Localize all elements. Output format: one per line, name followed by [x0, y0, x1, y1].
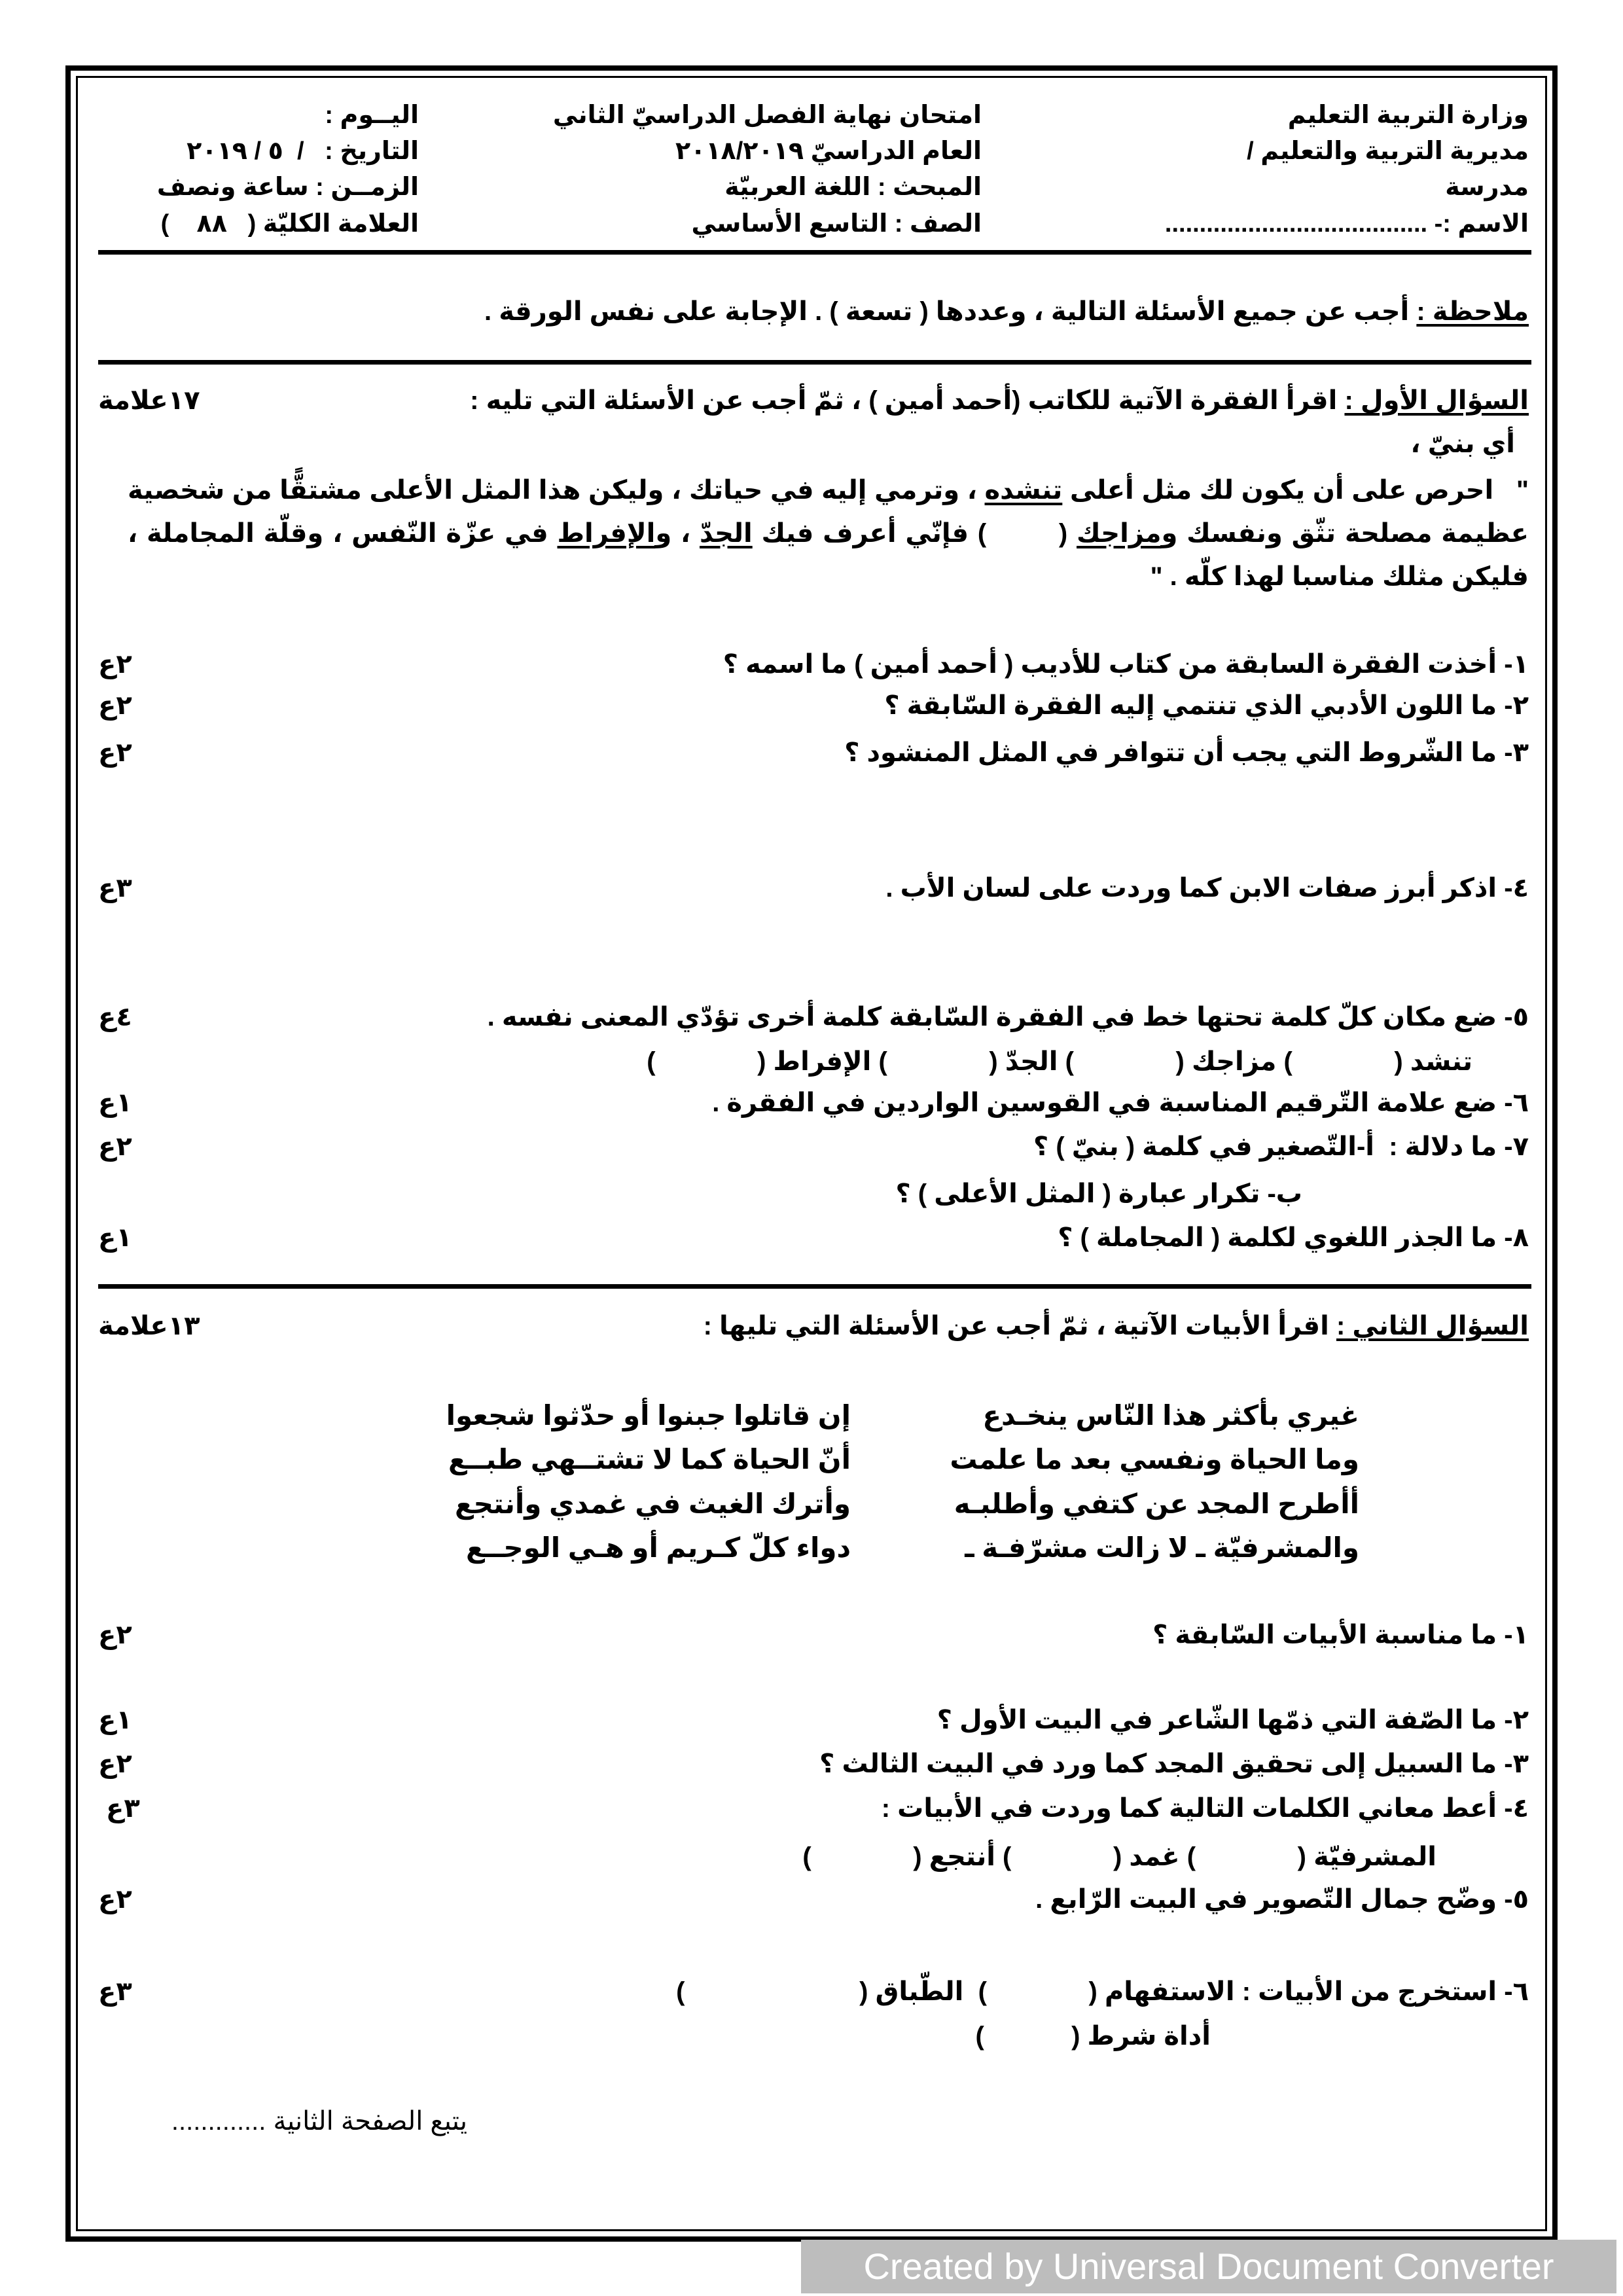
underlined-word: الإفراط — [557, 519, 656, 548]
note — [484, 295, 1529, 329]
student-name-field: الاسم :- ...................................... — [1164, 210, 1529, 238]
directorate: مديرية التربية والتعليم / — [1247, 137, 1529, 165]
q2-instruction: اقرأ الأبيات الآتية ، ثمّ أجب عن الأسئلة التي تليها : — [703, 1312, 1336, 1340]
academic-year: العام الدراسيّ ٢٠١٨/٢٠١٩ — [675, 137, 982, 165]
continue-next-page: يتبع الصفحة الثانية ............. — [171, 2107, 467, 2136]
question-mark: ١ع — [98, 1706, 132, 1734]
greeting: أي بنيّ ، — [1410, 429, 1515, 458]
q2-question-6: ٦- استخرج من الأبيات : الاستفهام ( ) الطّباق ( ) — [676, 1977, 1529, 2006]
question-mark: ٢ع — [98, 738, 132, 767]
passage-text: في عزّة النّفس ، وقلّة المجاملة ، فليكن — [128, 519, 1529, 591]
question-mark: ١ع — [98, 1223, 132, 1252]
q1-question-5: ٥- ضع مكان كلّ كلمة تحتها خط في الفقرة السّابقة كلمة أخرى تؤدّي المعنى نفسه . — [487, 1003, 1529, 1031]
question-mark: ٤ع — [98, 1003, 132, 1031]
watermark: Created by Universal Document Converter — [801, 2240, 1616, 2293]
poem-second-hemistich: أنّ الحياة كما لا تشتــهي طبــع — [448, 1444, 851, 1475]
q1-question-2: ٢- ما اللون الأدبي الذي تنتمي إليه الفقرة السّابقة ؟ — [884, 691, 1529, 720]
passage-text: ، وترمي إليه في حياتك ، وليكن هذا المثل الأعلى مشتقًّا من شخصية — [128, 476, 985, 505]
underlined-word: تنشده — [984, 476, 1063, 505]
question-mark: ٢ع — [98, 1132, 132, 1161]
question-mark: ٣ع — [98, 874, 132, 903]
question-mark: ٢ع — [98, 650, 132, 679]
poem-first-hemistich: والمشرفيّة ـ لا زالت مشرّفـة ـ — [965, 1532, 1359, 1563]
q2-question-1: ١- ما مناسبة الأبيات السّابقة ؟ — [1152, 1621, 1529, 1649]
note-text: أجب عن جميع الأسئلة التالية ، وعددها ( تسعة ) . الإجابة على نفس الورقة . — [484, 297, 1417, 326]
q1-question-6: ٦- ضع علامة التّرقيم المناسبة في القوسين الواردين في الفقرة . — [712, 1088, 1529, 1117]
question-mark: ٢ع — [98, 1621, 132, 1649]
total-mark: العلامة الكليّة ( ٨٨ ) — [160, 210, 419, 238]
q2-title: السؤال الثاني : — [1336, 1312, 1529, 1340]
q1-question-1: ١- أخذت الفقرة السابقة من كتاب للأديب ( أحمد أمين ) ما اسمه ؟ — [722, 650, 1529, 679]
q1-header — [470, 384, 1529, 418]
q6-line-2: أداة شرط ( ) — [975, 2022, 1211, 2051]
passage-text: مثلك مناسبا لهذا كلّه . " — [1150, 562, 1444, 591]
q1-question-7b: ب- تكرار عبارة ( المثل الأعلى ) ؟ — [895, 1179, 1302, 1208]
divider — [98, 1284, 1531, 1289]
underlined-word: الجدّ — [700, 519, 753, 548]
poem-second-hemistich: دواء كلّ كـريم أو هـي الوجــع — [465, 1532, 851, 1563]
q2-question-3: ٣- ما السبيل إلى تحقيق المجد كما ورد في البيت الثالث ؟ — [819, 1749, 1529, 1778]
q2-question-2: ٢- ما الصّفة التي ذمّها الشّاعر في البيت الأول ؟ — [936, 1706, 1529, 1734]
note-label: ملاحظة : — [1416, 297, 1529, 326]
q2-question-5: ٥- وضّح جمال التّصوير في البيت الرّابع . — [1035, 1885, 1529, 1914]
passage-text: عظيمة مصلحة تثّق ونفسك و — [1161, 519, 1529, 548]
passage — [128, 469, 1529, 598]
subject: المبحث : اللغة العربيّة — [724, 173, 982, 201]
passage-text: " احرص على أن يكون لك مثل أعلى — [1062, 476, 1529, 505]
grade: الصف : التاسع الأساسي — [691, 210, 982, 238]
question-mark: ٣ع — [106, 1794, 140, 1823]
q1-question-3: ٣- ما الشّروط التي يجب أن تتوافر في المثل المنشود ؟ — [844, 738, 1529, 767]
question-mark: ١ع — [98, 1088, 132, 1117]
question-mark: ٣ع — [98, 1977, 132, 2006]
q1-question-7: ٧- ما دلالة : أ-التّصغير في كلمة ( بنيّ ) ؟ — [1033, 1132, 1529, 1161]
day: اليــوم : — [325, 101, 419, 129]
ministry: وزارة التربية التعليم — [1287, 101, 1529, 129]
poem-first-hemistich: أأطرح المجد عن كتفي وأطلبـه — [954, 1488, 1359, 1519]
poem-second-hemistich: إن قاتلوا جبنوا أو حدّثوا شجعوا — [446, 1400, 851, 1431]
date: التاريخ : / ٥ / ٢٠١٩ — [187, 137, 419, 165]
question-mark: ٢ع — [98, 1885, 132, 1914]
q4-word-blanks: المشرفيّة ( ) غمد ( ) أنتجع ( ) — [802, 1842, 1436, 1871]
question-mark: ٢ع — [98, 691, 132, 720]
poem-first-hemistich: غيري بأكثر هذا النّاس ينخـدع — [982, 1400, 1359, 1431]
q2-total: ١٣علامة — [98, 1312, 200, 1340]
poem-second-hemistich: وأترك الغيث في غمدي وأنتجع — [454, 1488, 851, 1519]
poem-first-hemistich: وما الحياة ونفسي بعد ما علمت — [950, 1444, 1359, 1475]
duration: الزمــن : ساعة ونصف — [156, 173, 419, 201]
exam-title: امتحان نهاية الفصل الدراسيّ الثاني — [552, 101, 982, 129]
question-mark: ٢ع — [98, 1749, 132, 1778]
divider — [98, 250, 1531, 255]
passage-text: ، و — [655, 519, 700, 548]
q2-header — [704, 1309, 1529, 1343]
q1-question-8: ٨- ما الجذر اللغوي لكلمة ( المجاملة ) ؟ — [1058, 1223, 1529, 1252]
q2-question-4: ٤- أعط معاني الكلمات التالية كما وردت في الأبيات : — [881, 1794, 1529, 1823]
q1-title: السؤال الأول : — [1344, 386, 1529, 415]
q1-question-4: ٤- اذكر أبرز صفات الابن كما وردت على لسان الأب . — [885, 874, 1529, 903]
underlined-word: مزاجك — [1077, 519, 1162, 548]
q1-total: ١٧علامة — [98, 386, 200, 415]
passage-text: ( ) فإنّي أعرف فيك — [752, 519, 1077, 548]
q1-instruction: اقرأ الفقرة الآتية للكاتب (أحمد أمين ) ، ثمّ أجب عن الأسئلة التي تليه : — [470, 386, 1345, 415]
q5-word-blanks: تنشد ( ) مزاجك ( ) الجدّ ( ) الإفراط ( ) — [647, 1047, 1472, 1076]
divider — [98, 360, 1531, 365]
school: مدرسة — [1445, 173, 1529, 201]
